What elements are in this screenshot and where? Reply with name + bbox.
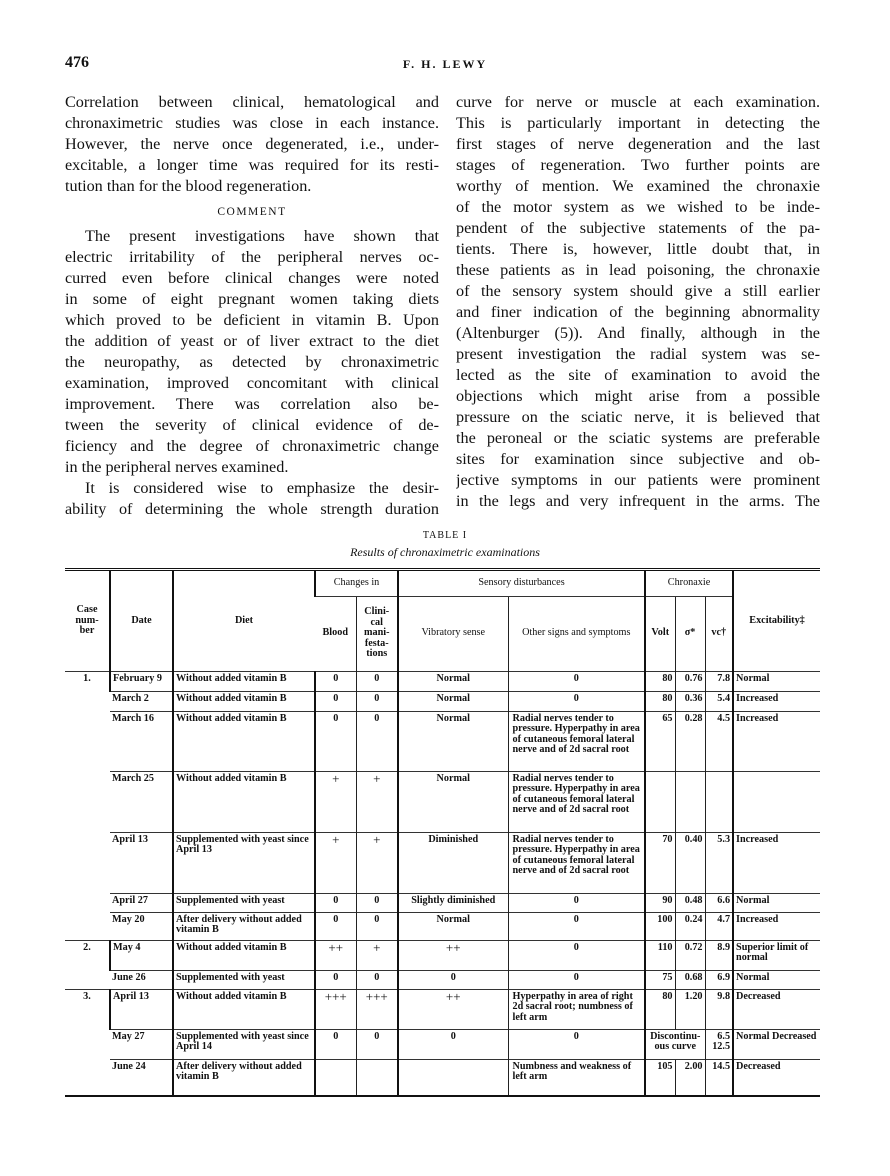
text-line: these patients as in lead poisoning, the chronaxie <box>456 261 820 279</box>
cell-diet: Without added vitamin B <box>173 671 315 691</box>
cell-other-signs: 0 <box>508 671 645 691</box>
text-line: chronaximetric studies was close in each instance. <box>65 114 439 132</box>
cell-vc: 8.9 <box>705 940 733 970</box>
cell-vibratory-sense <box>398 1059 508 1095</box>
cell-vc: 14.5 <box>705 1059 733 1095</box>
text-line: sites for examination since subjective and ob- <box>456 450 820 468</box>
header-clinical-manifestations: Clini- cal mani- festa- tions <box>356 596 398 671</box>
cell-date: May 20 <box>110 912 173 940</box>
cell-vc: 4.7 <box>705 912 733 940</box>
text-line: (Altenburger (5)). And finally, although in the <box>456 324 820 342</box>
cell-other-signs: 0 <box>508 691 645 711</box>
cell-other-signs: Radial nerves tender to pressure. Hyperpathy in area of cutaneous femoral lateral nerve and of 2d sacral root <box>508 711 645 771</box>
cell-vibratory-sense: Normal <box>398 671 508 691</box>
header-blood: Blood <box>315 596 356 671</box>
case-number: 2. <box>65 940 110 989</box>
cell-date: February 9 <box>110 671 173 691</box>
cell-blood <box>315 1059 356 1095</box>
table-row <box>65 970 820 989</box>
cell-excitability: Normal <box>733 671 820 691</box>
cell-date: April 13 <box>110 832 173 893</box>
cell-sigma: 0.28 <box>675 711 705 771</box>
cell-clinical: 0 <box>356 711 398 771</box>
cell-diet: Supplemented with yeast since April 14 <box>173 1029 315 1059</box>
text-line: It is considered wise to emphasize the desir- <box>85 479 439 497</box>
cell-blood: 0 <box>315 711 356 771</box>
cell-excitability: Normal <box>733 893 820 912</box>
section-heading-comment: COMMENT <box>217 206 287 218</box>
cell-diet: Supplemented with yeast <box>173 970 315 989</box>
cell-clinical: 0 <box>356 671 398 691</box>
cell-vibratory-sense: Normal <box>398 771 508 832</box>
case-number: 1. <box>65 671 110 940</box>
cell-clinical <box>356 1059 398 1095</box>
cell-sigma: 0.40 <box>675 832 705 893</box>
header-vc: vc† <box>705 596 733 671</box>
cell-date: June 26 <box>110 970 173 989</box>
cell-vc: 5.3 <box>705 832 733 893</box>
text-line: The present investigations have shown that <box>85 227 439 245</box>
cell-vc: 6.5 12.5 <box>705 1029 733 1059</box>
results-table <box>65 568 820 1097</box>
cell-excitability: Increased <box>733 912 820 940</box>
cell-vibratory-sense: Slightly diminished <box>398 893 508 912</box>
cell-vc: 7.8 <box>705 671 733 691</box>
cell-clinical: 0 <box>356 970 398 989</box>
cell-blood: +++ <box>315 989 356 1029</box>
text-line: and finer indication of the beginning abnormality <box>456 303 820 321</box>
text-line: curve for nerve or muscle at each examination. <box>456 93 820 111</box>
paragraph-correlation <box>65 92 439 197</box>
cell-volt: 70 <box>645 832 675 893</box>
table-row <box>65 691 820 711</box>
cell-diet: Without added vitamin B <box>173 940 315 970</box>
cell-sigma <box>675 771 705 832</box>
paragraph-considered-wise <box>65 478 439 520</box>
cell-sigma: 1.20 <box>675 989 705 1029</box>
cell-blood: 0 <box>315 893 356 912</box>
cell-excitability: Decreased <box>733 989 820 1029</box>
text-line: in the peripheral nerves examined. <box>65 458 289 476</box>
cell-excitability: Normal <box>733 970 820 989</box>
cell-volt: 65 <box>645 711 675 771</box>
text-line: first stages of nerve degeneration and the last <box>456 135 820 153</box>
cell-vc: 9.8 <box>705 989 733 1029</box>
cell-volt: 80 <box>645 671 675 691</box>
cell-sigma: 0.76 <box>675 671 705 691</box>
table-row <box>65 1059 820 1095</box>
cell-volt <box>645 771 675 832</box>
table-row <box>65 771 820 832</box>
cell-vibratory-sense: ++ <box>398 940 508 970</box>
cell-blood: 0 <box>315 970 356 989</box>
cell-diet: Without added vitamin B <box>173 711 315 771</box>
cell-vc <box>705 771 733 832</box>
cell-blood: 0 <box>315 691 356 711</box>
cell-diet: Without added vitamin B <box>173 771 315 832</box>
cell-vc: 5.4 <box>705 691 733 711</box>
cell-diet: Without added vitamin B <box>173 691 315 711</box>
cell-clinical: 0 <box>356 912 398 940</box>
cell-other-signs: 0 <box>508 940 645 970</box>
cell-volt-sigma-combined: Discontinu- ous curve <box>645 1029 705 1059</box>
cell-volt: 75 <box>645 970 675 989</box>
text-line: of the sensory system should give a still earlier <box>456 282 820 300</box>
case-number: 3. <box>65 989 110 1095</box>
text-line: the peroneal or the sciatic systems are preferable <box>456 429 820 447</box>
cell-volt: 105 <box>645 1059 675 1095</box>
cell-other-signs: Radial nerves tender to pressure. Hyperpathy in area of cutaneous femoral lateral nerve and of 2d sacral root <box>508 771 645 832</box>
cell-excitability: Increased <box>733 691 820 711</box>
header-other-signs: Other signs and symptoms <box>508 596 645 671</box>
table-row <box>65 711 820 771</box>
header-excitability: Excitability‡ <box>733 571 820 671</box>
text-line: in the legs and very infrequent in the arms. The <box>456 492 820 510</box>
header-case-number: Case num- ber <box>75 604 99 636</box>
header-changes-in: Changes in <box>315 571 398 596</box>
cell-diet: Without added vitamin B <box>173 989 315 1029</box>
text-line: worthy of mention. We examined the chronaxie <box>456 177 820 195</box>
text-line: present investigation the radial system was se- <box>456 345 820 363</box>
cell-vibratory-sense: Normal <box>398 691 508 711</box>
cell-clinical: +++ <box>356 989 398 1029</box>
table-row <box>65 893 820 912</box>
paragraph-continued <box>456 92 820 512</box>
text-line: objections which might arise from a possible <box>456 387 820 405</box>
cell-date: March 16 <box>110 711 173 771</box>
cell-date: May 4 <box>110 940 173 970</box>
cell-date: March 2 <box>110 691 173 711</box>
paragraph-present-investigations <box>65 226 439 478</box>
text-line: curred even before clinical changes were noted <box>65 269 439 287</box>
cell-diet: After delivery without added vitamin B <box>173 912 315 940</box>
text-line: ficiency and the degree of chronaximetric change <box>65 437 439 455</box>
left-column <box>65 92 439 520</box>
running-header-author: F. H. LEWY <box>402 57 488 71</box>
cell-volt: 100 <box>645 912 675 940</box>
table-row <box>65 940 820 970</box>
text-line: This is particularly important in detecting the <box>456 114 820 132</box>
text-line: lected as the site of examination to avoid the <box>456 366 820 384</box>
cell-excitability: Decreased <box>733 1059 820 1095</box>
text-line: pendent of the subjective statements of the pa- <box>456 219 820 237</box>
text-line: which proved to be deficient in vitamin B. Upon <box>65 311 439 329</box>
cell-vibratory-sense: 0 <box>398 1029 508 1059</box>
cell-vibratory-sense: Normal <box>398 912 508 940</box>
text-line: electric irritability of the peripheral nerves oc- <box>65 248 439 266</box>
cell-sigma: 0.48 <box>675 893 705 912</box>
text-line: examination, improved concomitant with clinical <box>65 374 439 392</box>
cell-clinical: + <box>356 771 398 832</box>
header-date: Date <box>110 571 173 671</box>
cell-volt: 80 <box>645 691 675 711</box>
text-line: However, the nerve once degenerated, i.e., under- <box>65 135 439 153</box>
cell-vibratory-sense: Normal <box>398 711 508 771</box>
cell-clinical: + <box>356 940 398 970</box>
text-line: pressure on the sciatic nerve, it is believed that <box>456 408 820 426</box>
cell-date: June 24 <box>110 1059 173 1095</box>
table-row <box>65 1029 820 1059</box>
header-diet: Diet <box>173 571 315 671</box>
text-line: tween the severity of clinical evidence of de- <box>65 416 439 434</box>
text-line: tients. There is, however, little doubt that, in <box>456 240 820 258</box>
cell-excitability: Increased <box>733 832 820 893</box>
text-line: in some of eight pregnant women taking diets <box>65 290 439 308</box>
cell-sigma: 2.00 <box>675 1059 705 1095</box>
page-number: 476 <box>65 54 89 71</box>
cell-diet: After delivery without added vitamin B <box>173 1059 315 1095</box>
text-line: jective symptoms in our patients were prominent <box>456 471 820 489</box>
text-line: ability of determining the whole strength duration <box>65 500 439 518</box>
table-row <box>65 989 820 1029</box>
cell-sigma: 0.36 <box>675 691 705 711</box>
cell-sigma: 0.72 <box>675 940 705 970</box>
table-row <box>65 671 820 691</box>
cell-other-signs: 0 <box>508 970 645 989</box>
cell-date: April 13 <box>110 989 173 1029</box>
text-line: of the motor system as we wished to be inde- <box>456 198 820 216</box>
text-line: stages of regeneration. Two further points are <box>456 156 820 174</box>
table-title: TABLE I <box>422 530 468 541</box>
cell-diet: Supplemented with yeast since April 13 <box>173 832 315 893</box>
text-line: excitable, a longer time was required for its resti- <box>65 156 439 174</box>
header-chronaxie: Chronaxie <box>645 571 733 596</box>
cell-clinical: 0 <box>356 1029 398 1059</box>
cell-sigma: 0.24 <box>675 912 705 940</box>
cell-volt: 90 <box>645 893 675 912</box>
cell-other-signs: 0 <box>508 1029 645 1059</box>
cell-vc: 4.5 <box>705 711 733 771</box>
cell-blood: + <box>315 771 356 832</box>
cell-date: March 25 <box>110 771 173 832</box>
table-row <box>65 912 820 940</box>
text-line: the addition of yeast or of liver extract to the diet <box>65 332 439 350</box>
header-volt: Volt <box>645 596 675 671</box>
cell-other-signs: Numbness and weakness of left arm <box>508 1059 645 1095</box>
cell-blood: + <box>315 832 356 893</box>
cell-volt: 110 <box>645 940 675 970</box>
table-caption: Results of chronaximetric examinations <box>350 545 540 559</box>
header-vibratory-sense: Vibratory sense <box>398 596 508 671</box>
cell-excitability <box>733 771 820 832</box>
cell-blood: 0 <box>315 671 356 691</box>
text-line: Correlation between clinical, hematological and <box>65 93 439 111</box>
cell-clinical: 0 <box>356 691 398 711</box>
cell-clinical: + <box>356 832 398 893</box>
text-line: tution than for the blood regeneration. <box>65 177 312 195</box>
header-sigma: σ* <box>675 596 705 671</box>
table-row <box>65 832 820 893</box>
cell-diet: Supplemented with yeast <box>173 893 315 912</box>
cell-blood: 0 <box>315 1029 356 1059</box>
cell-excitability: Superior limit of normal <box>733 940 820 970</box>
text-line: improvement. There was correlation also be- <box>65 395 439 413</box>
cell-excitability: Increased <box>733 711 820 771</box>
cell-vc: 6.6 <box>705 893 733 912</box>
cell-date: May 27 <box>110 1029 173 1059</box>
cell-date: April 27 <box>110 893 173 912</box>
table-body <box>65 671 820 1095</box>
cell-other-signs: Hyperpathy in area of right 2d sacral root; numbness of left arm <box>508 989 645 1029</box>
right-column <box>456 92 820 512</box>
cell-other-signs: Radial nerves tender to pressure. Hyperpathy in area of cutaneous femoral lateral nerve and of 2d sacral root <box>508 832 645 893</box>
cell-blood: ++ <box>315 940 356 970</box>
header-sensory-disturbances: Sensory disturbances <box>398 571 645 596</box>
cell-blood: 0 <box>315 912 356 940</box>
cell-excitability: Normal Decreased <box>733 1029 820 1059</box>
cell-volt: 80 <box>645 989 675 1029</box>
cell-clinical: 0 <box>356 893 398 912</box>
cell-other-signs: 0 <box>508 912 645 940</box>
cell-vc: 6.9 <box>705 970 733 989</box>
cell-other-signs: 0 <box>508 893 645 912</box>
cell-vibratory-sense: 0 <box>398 970 508 989</box>
text-line: the neuropathy, as detected by chronaximetric <box>65 353 439 371</box>
cell-sigma: 0.68 <box>675 970 705 989</box>
cell-vibratory-sense: Diminished <box>398 832 508 893</box>
cell-vibratory-sense: ++ <box>398 989 508 1029</box>
